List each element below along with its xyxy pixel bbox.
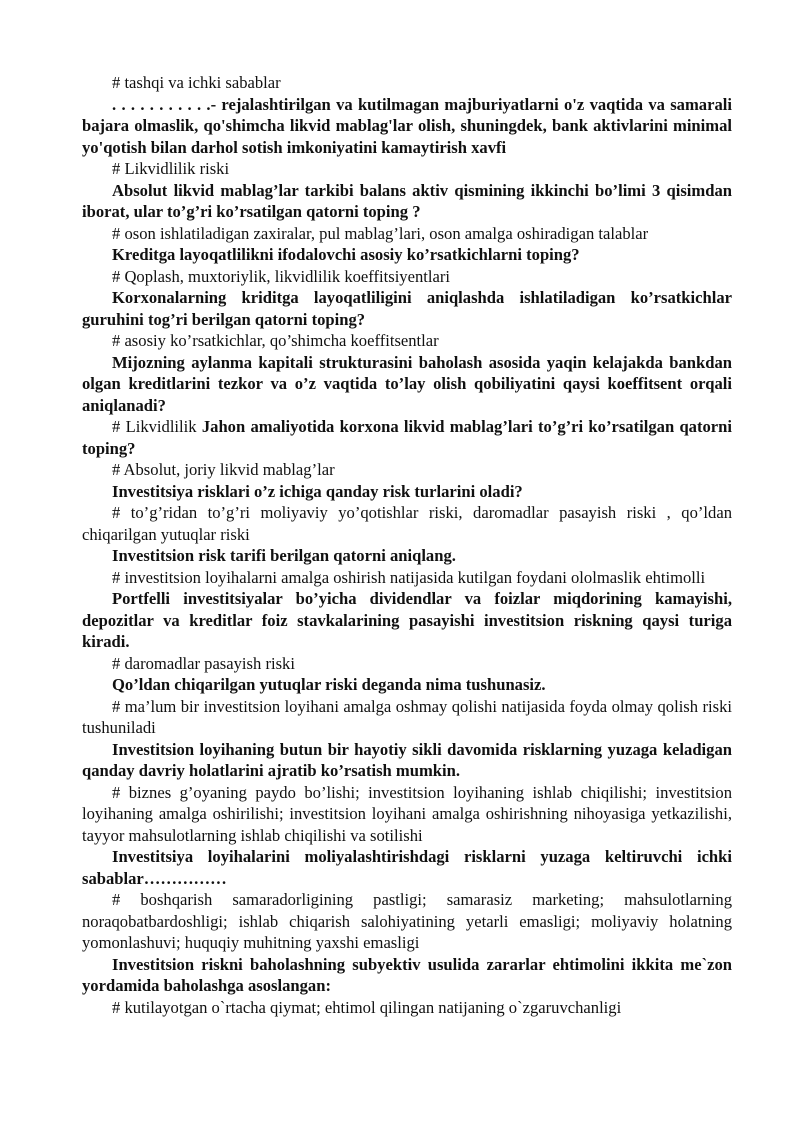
- answer-paragraph: # kutilayotgan o`rtacha qiymat; ehtimol qilingan natijaning o`zgaruvchanligi: [112, 997, 622, 1017]
- question-text: Jahon amaliyotida korxona likvid mablag’lari to’g’ri ko’rsatilgan qatorni toping?: [82, 417, 732, 458]
- answer-paragraph: # tashqi va ichki sabablar: [112, 73, 281, 92]
- answer-paragraph: # asosiy ko’rsatkichlar, qo’shimcha koeffitsentlar: [112, 331, 439, 350]
- answer-paragraph: # ma’lum bir investitsion loyihani amalga oshmay qolishi natijasida foyda olmay qolish riski tushuniladi: [82, 696, 732, 737]
- question-paragraph: Investitsiya risklari o’z ichiga qanday risk turlarini oladi?: [112, 481, 523, 501]
- answer-text: # Likvidlilik: [112, 417, 202, 436]
- question-paragraph: Investitsion loyihaning butun bir hayotiy sikli davomida risklarning yuzaga keladigan qanday davriy holatlarini ajratib ko’rsatish mumkin.: [82, 739, 732, 780]
- answer-paragraph: # biznes g’oyaning paydo bo’lishi; investitsion loyihaning ishlab chiqilishi; investitsion loyihaning amalga oshirilishi; investitsion loyihani amalga oshirishning nihoyasiga yetkazilishi, tayyor mahsulotlarning ishlab chiqilishi va sotilishi: [82, 782, 732, 845]
- answer-paragraph: # Absolut, joriy likvid mablag’lar: [112, 460, 335, 479]
- question-paragraph: Kreditga layoqatlilikni ifodalovchi asosiy ko’rsatkichlarni toping?: [112, 245, 580, 264]
- question-paragraph: Absolut likvid mablag’lar tarkibi balans aktiv qismining ikkinchi bo’limi 3 qisimdan iborat, ular to’g’ri ko’rsatilgan qatorni toping ?: [82, 180, 732, 221]
- document-body: [82, 72, 732, 1018]
- answer-paragraph: # oson ishlatiladigan zaxiralar, pul mablag’lari, oson amalga oshiradigan talablar: [112, 223, 649, 243]
- answer-paragraph: # Qoplash, muxtoriylik, likvidlilik koeffitsiyentlari: [112, 266, 450, 286]
- answer-paragraph: # boshqarish samaradorligining pastligi; samarasiz marketing; mahsulotlarning noraqobatbardoshligi; ishlab chiqarish salohiyatining yetarli emasligi; moliyaviy holatning yomonlashuvi; huquqiy muhitning yaxshi emasligi: [82, 890, 732, 952]
- question-paragraph: . . . . . . . . . . .- rejalashtirilgan va kutilmagan majburiyatlarni o'z vaqtida va samarali bajara olmaslik, qo'shimcha likvid mablag'lar olish, shuningdek, bank aktivlarini minimal yo'qotish bilan darhol sotish imkoniyatini kamaytirish xavfi: [82, 94, 732, 157]
- answer-paragraph: # Likvidlilik riski: [112, 159, 230, 178]
- question-paragraph: Qo’ldan chiqarilgan yutuqlar riski deganda nima tushunasiz.: [112, 675, 546, 694]
- question-paragraph: Mijozning aylanma kapitali strukturasini baholash asosida yaqin kelajakda bankdan olgan kreditlarini tezkor va o’z vaqtida to’lay olish qobiliyatini qaysi koeffitsent orqali aniqlanadi?: [82, 352, 732, 415]
- mixed-paragraph: [82, 416, 732, 459]
- question-paragraph: Korxonalarning kriditga layoqatliligini aniqlashda ishlatiladigan ko’rsatkichlar guruhini tog’ri berilgan qatorni toping?: [82, 288, 732, 329]
- answer-paragraph: # to’g’ridan to’g’ri moliyaviy yo’qotishlar riski, daromadlar pasayish riski , qo’ldan chiqarilgan yutuqlar riski: [82, 503, 732, 544]
- question-paragraph: Investitsiya loyihalarini moliyalashtirishdagi risklarni yuzaga keltiruvchi ichki sabablar……………: [82, 847, 732, 888]
- answer-paragraph: # daromadlar pasayish riski: [112, 653, 295, 673]
- answer-paragraph: # investitsion loyihalarni amalga oshirish natijasida kutilgan foydani ololmaslik ehtimolli: [112, 567, 706, 587]
- question-paragraph: Investitsion risk tarifi berilgan qatorni aniqlang.: [112, 546, 456, 565]
- question-paragraph: Investitsion riskni baholashning subyektiv usulida zararlar ehtimolini ikkita me`zon yordamida baholashga asoslangan:: [82, 954, 732, 995]
- question-paragraph: Portfelli investitsiyalar bo’yicha dividendlar va foizlar miqdorining kamayishi, depozitlar va kreditlar foiz stavkalarining pasayishi investitsion riskning qaysi turiga kiradi.: [82, 589, 732, 651]
